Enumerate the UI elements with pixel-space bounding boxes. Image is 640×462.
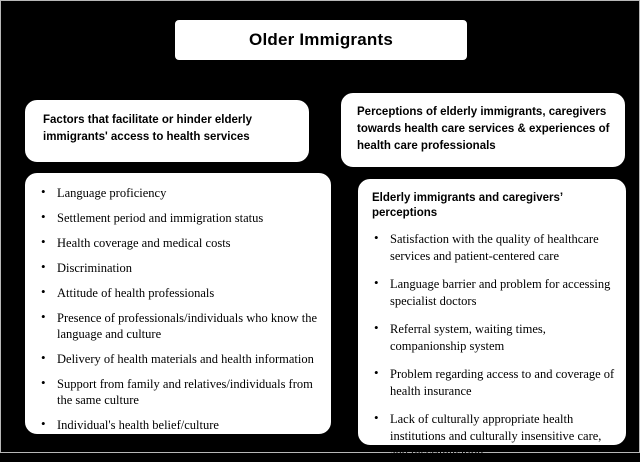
right-header-label: Perceptions of elderly immigrants, caregivers towards health care services & experiences of health care professionals	[357, 106, 610, 152]
left-items-list	[35, 185, 321, 433]
list-item: • Problem regarding access to and coverage of health insurance	[370, 366, 616, 400]
node-left-items	[23, 171, 333, 436]
right-items-subtitle: Elderly immigrants and caregivers’ perceptions	[372, 192, 563, 219]
node-right-items	[356, 177, 628, 460]
list-item: • Language proficiency	[35, 185, 321, 201]
list-item: • Delivery of health materials and health information	[35, 351, 321, 367]
list-item: • Language barrier and problem for accessing specialist doctors	[370, 276, 616, 310]
node-right-header	[339, 91, 627, 169]
list-item: • Presence of professionals/individuals who know the language and culture	[35, 310, 321, 342]
list-item: • Health coverage and medical costs	[35, 235, 321, 251]
list-item: • Lack of culturally appropriate health institutions and culturally insensitive care, and discrimination	[370, 411, 616, 462]
list-item: • Referral system, waiting times, companionship system	[370, 321, 616, 355]
list-item: • Settlement period and immigration status	[35, 210, 321, 226]
node-left-header	[23, 98, 311, 164]
list-item: • Satisfaction with the quality of healthcare services and patient-centered care	[370, 231, 616, 265]
list-item: • Discrimination	[35, 260, 321, 276]
left-header-label: Factors that facilitate or hinder elderly immigrants' access to health services	[43, 114, 252, 143]
list-item: • Individual's health belief/culture	[35, 417, 321, 433]
node-title-label: Older Immigrants	[249, 30, 393, 49]
right-items-list	[370, 231, 616, 462]
list-item: • Support from family and relatives/individuals from the same culture	[35, 376, 321, 408]
list-item: • Attitude of health professionals	[35, 285, 321, 301]
node-older-immigrants	[173, 18, 469, 62]
